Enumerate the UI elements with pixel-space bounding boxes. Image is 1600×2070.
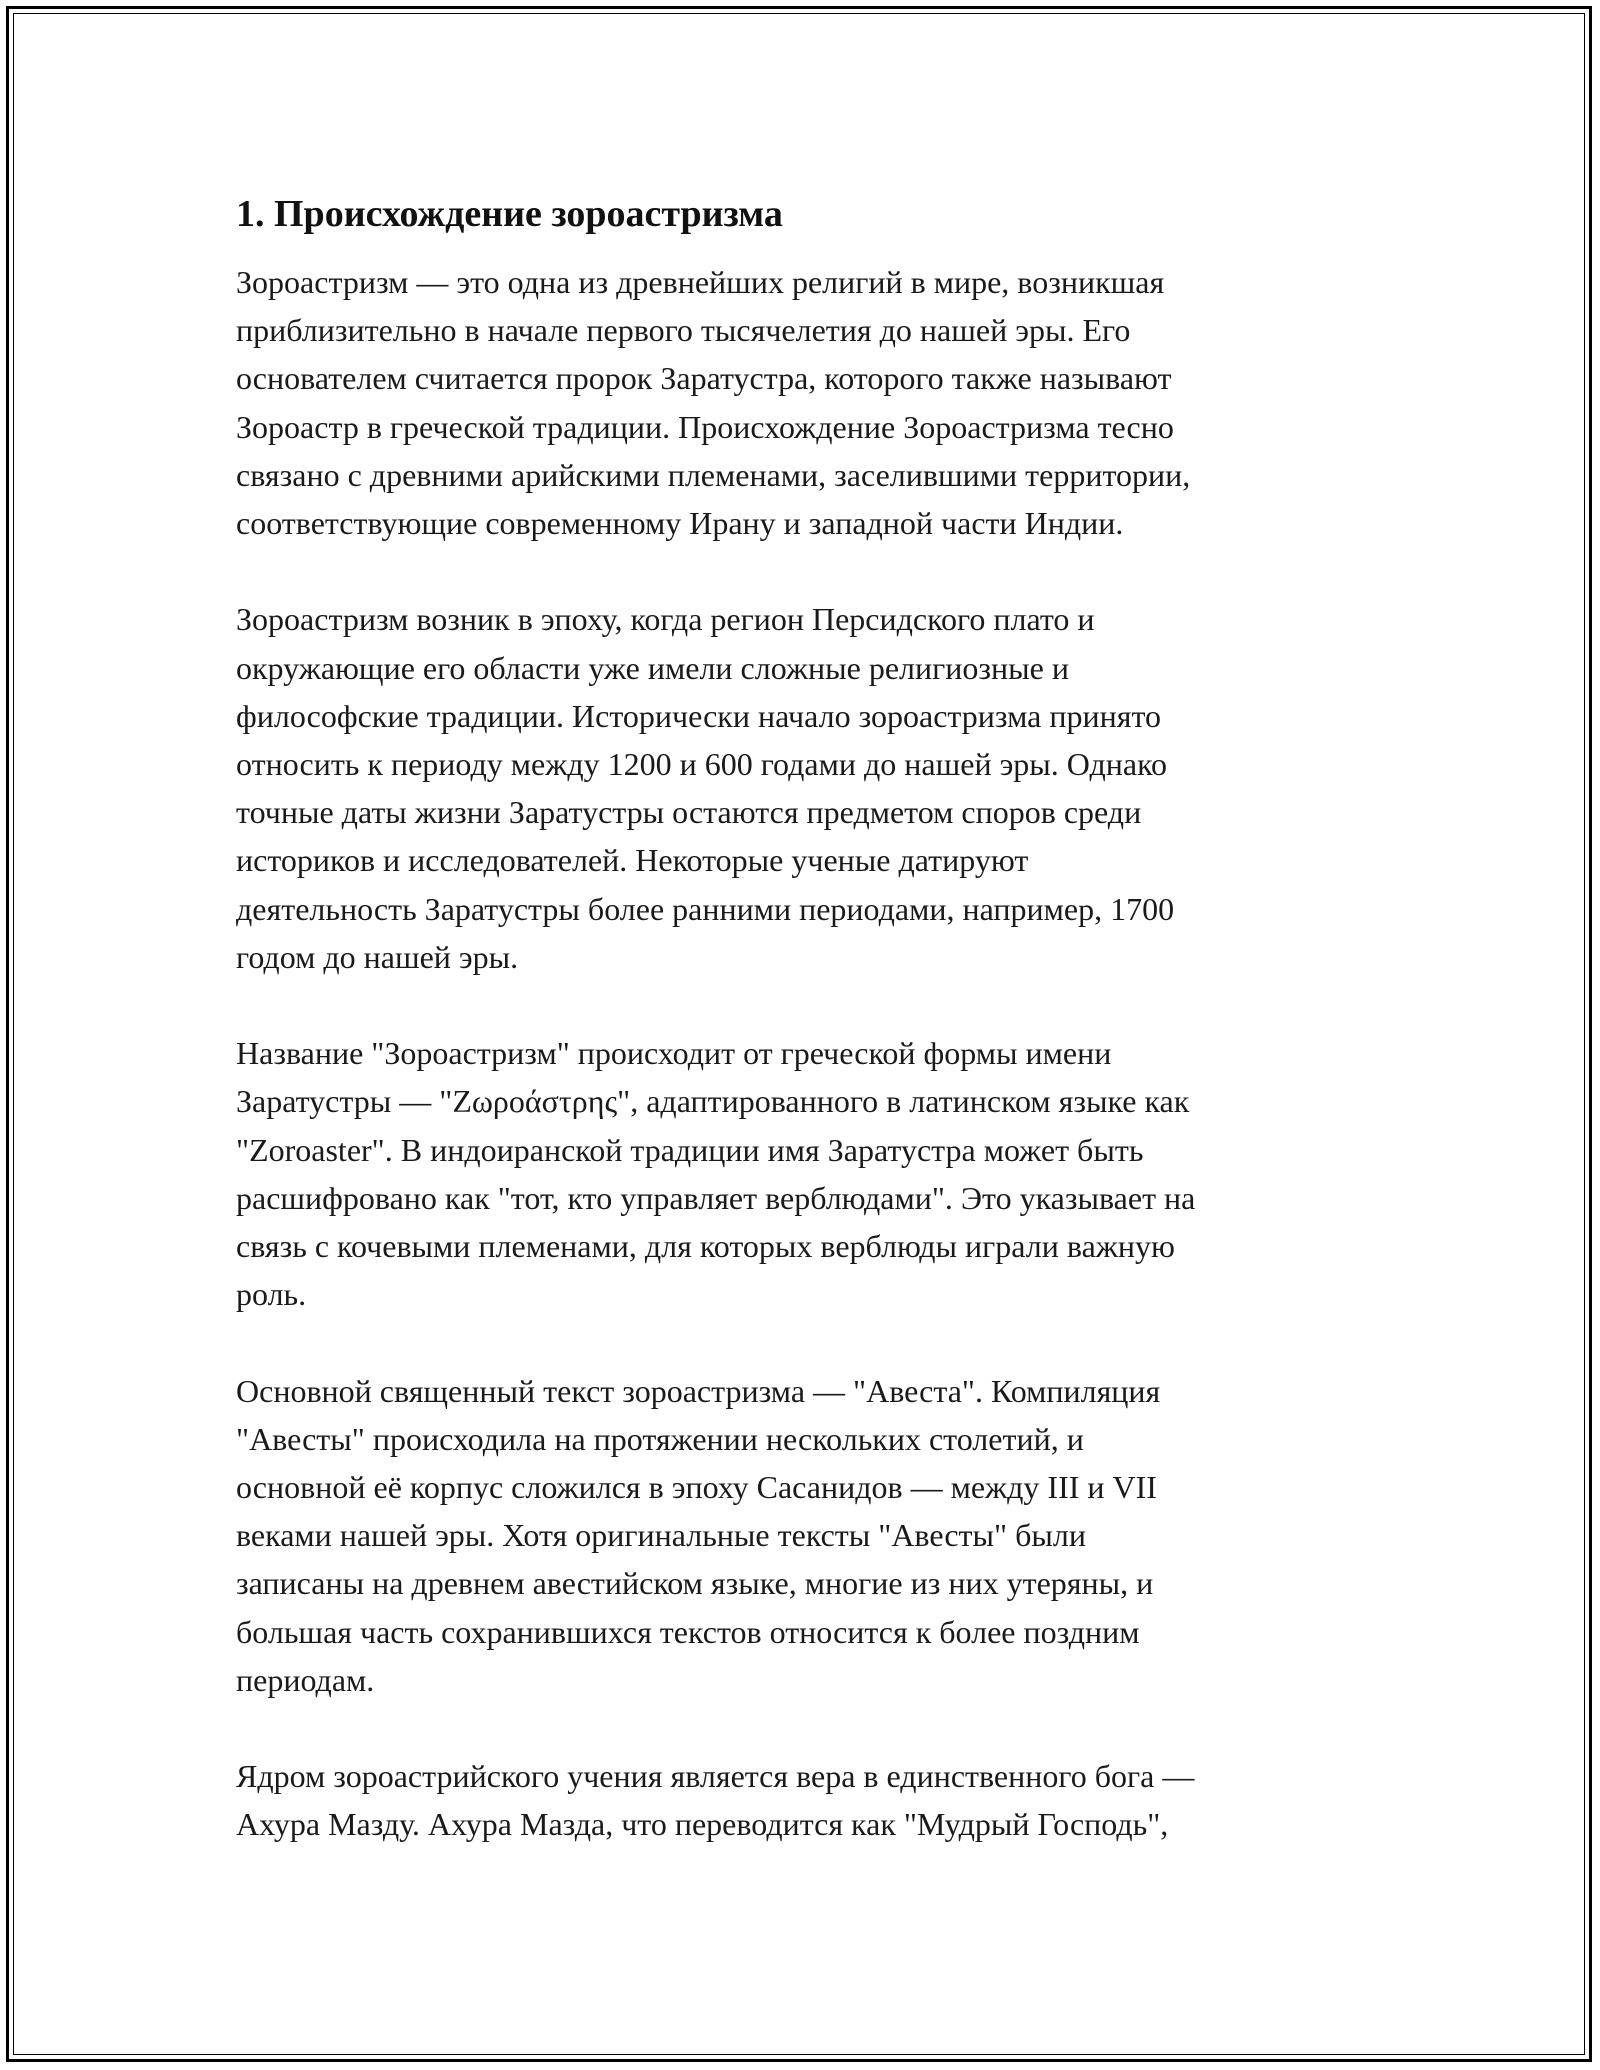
section-heading: 1. Происхождение зороастризма <box>236 193 783 235</box>
paragraph-avesta <box>236 1367 1366 1704</box>
text-line: связано с древними арийскими племенами, заселившими территории, <box>236 456 1191 493</box>
text-line: точные даты жизни Заратустры остаются предметом споров среди <box>236 794 1142 831</box>
text-line: Ахура Мазду. Ахура Мазда, что переводится как "Мудрый Господь", <box>236 1806 1169 1843</box>
text-line: периодам. <box>236 1661 375 1698</box>
text-line: записаны на древнем авестийском языке, многие из них утеряны, и <box>236 1565 1154 1602</box>
text-line: Зороастризм возник в эпоху, когда регион Персидского плато и <box>236 601 1095 638</box>
text-line: большая часть сохранившихся текстов относится к более поздним <box>236 1613 1140 1650</box>
text-line: соответствующие современному Ирану и западной части Индии. <box>236 505 1124 542</box>
text-line: связь с кочевыми племенами, для которых верблюды играли важную <box>236 1228 1175 1265</box>
text-line: Название "Зороастризм" происходит от греческой формы имени <box>236 1035 1112 1072</box>
text-line: основной её корпус сложился в эпоху Сасанидов — между III и VII <box>236 1469 1157 1506</box>
text-line: деятельность Заратустры более ранними периодами, например, 1700 <box>236 890 1175 927</box>
text-line: "Авесты" происходила на протяжении нескольких столетий, и <box>236 1420 1084 1457</box>
paragraph-name <box>236 1029 1366 1318</box>
text-line: годом до нашей эры. <box>236 938 519 975</box>
text-line: Зороастр в греческой традиции. Происхождение Зороастризма тесно <box>236 408 1174 445</box>
text-line: Ядром зороастрийского учения является вера в единственного бога — <box>236 1758 1195 1795</box>
text-line: роль. <box>236 1276 307 1313</box>
paragraph-origin <box>236 258 1366 547</box>
text-line: историков и исследователей. Некоторые ученые датируют <box>236 842 1029 879</box>
document-body <box>236 190 1366 1897</box>
text-line: расшифровано как "тот, кто управляет верблюдами". Это указывает на <box>236 1179 1196 1216</box>
text-line: Зороастризм — это одна из древнейших религий в мире, возникшая <box>236 264 1165 300</box>
paragraph-ahura-mazda <box>236 1752 1366 1848</box>
text-line: веками нашей эры. Хотя оригинальные тексты "Авесты" были <box>236 1517 1086 1554</box>
text-line: окружающие его области уже имели сложные религиозные и <box>236 649 1069 686</box>
text-line: философские традиции. Исторически начало зороастризма принято <box>236 697 1161 734</box>
text-line: Заратустры — "Ζωροάστρης", адаптированного в латинском языке как <box>236 1083 1190 1120</box>
text-line: приблизительно в начале первого тысячелетия до нашей эры. Его <box>236 312 1131 349</box>
text-line: Основной священный текст зороастризма — "Авеста". Компиляция <box>236 1372 1161 1409</box>
text-line: основателем считается пророк Заратустра, которого также называют <box>236 360 1172 397</box>
paragraph-dating <box>236 595 1366 981</box>
text-line: относить к периоду между 1200 и 600 годами до нашей эры. Однако <box>236 746 1168 783</box>
text-line: "Zoroaster". В индоиранской традиции имя Заратустра может быть <box>236 1131 1144 1168</box>
